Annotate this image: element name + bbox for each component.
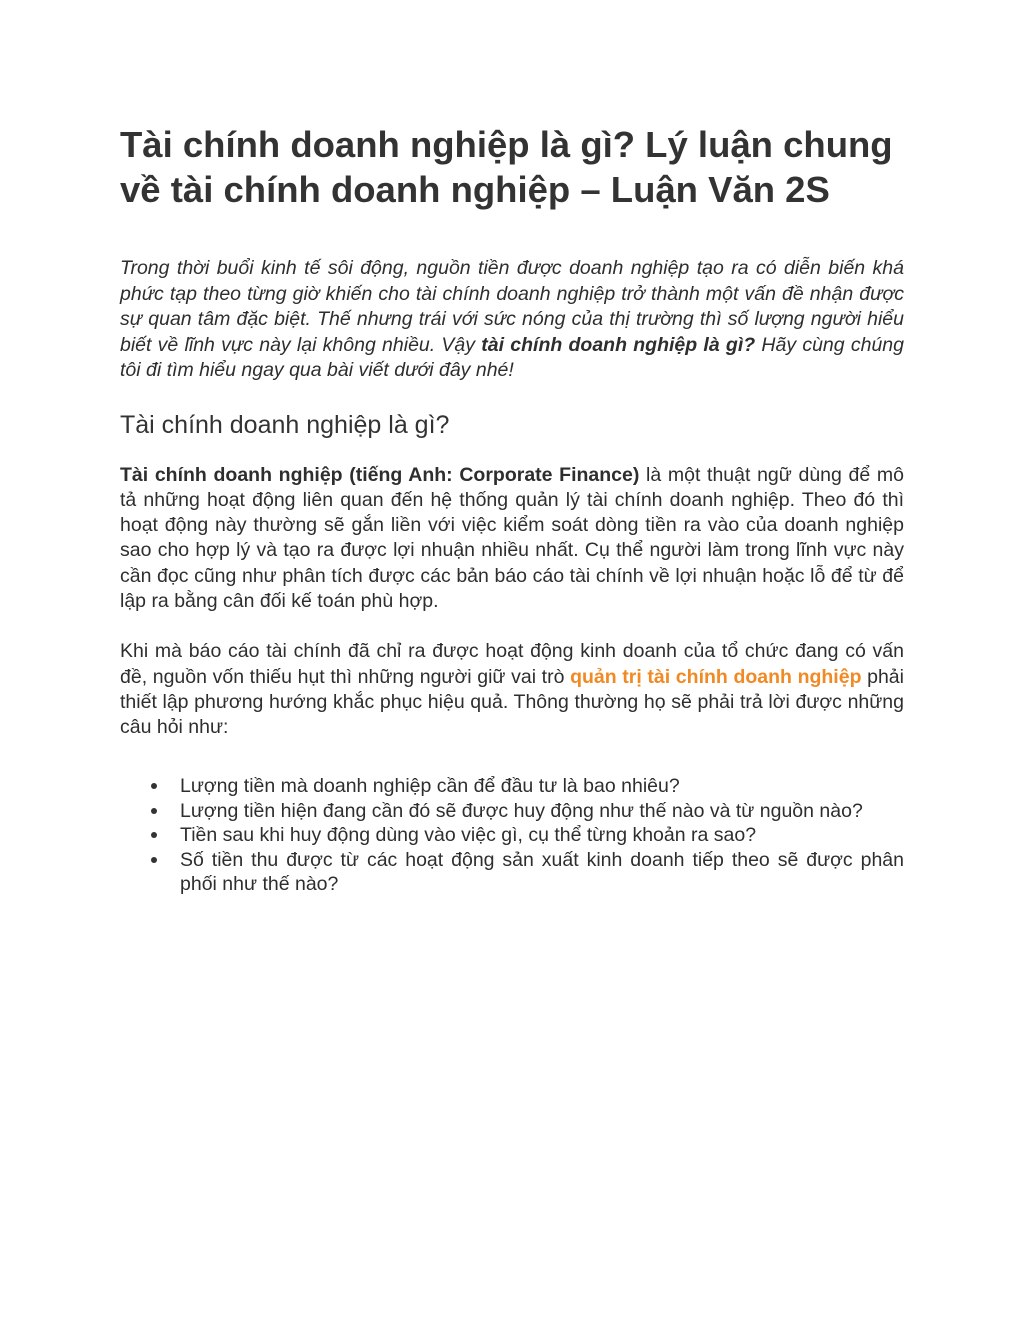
intro-paragraph bbox=[120, 256, 904, 384]
bullet-icon bbox=[151, 783, 157, 789]
bullet-icon bbox=[151, 857, 157, 863]
list-item-text: Tiền sau khi huy động dùng vào việc gì, cụ thể từng khoản ra sao? bbox=[180, 824, 757, 847]
financial-management-link[interactable]: quản trị tài chính doanh nghiệp bbox=[570, 665, 862, 688]
list-item bbox=[180, 848, 904, 897]
definition-paragraph bbox=[120, 463, 904, 615]
list-item-text: Lượng tiền mà doanh nghiệp cần để đầu tư là bao nhiêu? bbox=[180, 775, 680, 798]
list-item bbox=[180, 823, 904, 848]
bullet-icon bbox=[151, 832, 157, 838]
management-text-after: phải thiết lập phương hướng khắc phục hiệu quả. Thông thường họ sẽ phải trả lời được những câu hỏi như: bbox=[120, 665, 904, 739]
definition-term: Tài chính doanh nghiệp (tiếng Anh: Corporate Finance) bbox=[120, 463, 640, 486]
intro-text-before: Trong thời buổi kinh tế sôi động, nguồn tiền được doanh nghiệp tạo ra có diễn biến khá phức tạp theo từng giờ khiến cho tài chính doanh nghiệp trở thành một vấn đề nhận được sự quan tâm đặc biệt. Thế nhưng trái với sức nóng của thị trường thì số lượng người hiểu biết về lĩnh vực này lại không nhiều. Vậy bbox=[120, 257, 904, 356]
intro-bold-question: tài chính doanh nghiệp là gì? bbox=[481, 333, 756, 356]
list-item bbox=[180, 799, 904, 824]
list-item-text: Số tiền thu được từ các hoạt động sản xuất kinh doanh tiếp theo sẽ được phân phối như thế nào? bbox=[180, 848, 904, 896]
list-item bbox=[180, 774, 904, 799]
management-text-before: Khi mà báo cáo tài chính đã chỉ ra được hoạt động kinh doanh của tổ chức đang có vấn đề, nguồn vốn thiếu hụt thì những người giữ vai trò bbox=[120, 640, 904, 688]
section-heading: Tài chính doanh nghiệp là gì? bbox=[120, 410, 450, 439]
management-paragraph bbox=[120, 639, 904, 740]
bullet-icon bbox=[151, 808, 157, 814]
definition-text: là một thuật ngữ dùng để mô tả những hoạt động liên quan đến hệ thống quản lý tài chính doanh nghiệp. Theo đó thì hoạt động này thường sẽ gắn liền với việc kiểm soát dòng tiền ra vào của doanh nghiệp sao cho hợp lý và tạo ra được lợi nhuận nhiều nhất. Cụ thể người làm trong lĩnh vực này cần đọc cũng như phân tích được các bản báo cáo tài chính về lợi nhuận hoặc lỗ để từ để lập ra bằng cân đối kế toán phù hợp. bbox=[120, 463, 904, 612]
page-title: Tài chính doanh nghiệp là gì? Lý luận chung về tài chính doanh nghiệp – Luận Văn 2S bbox=[120, 124, 893, 210]
list-item-text: Lượng tiền hiện đang cần đó sẽ được huy động như thế nào và từ nguồn nào? bbox=[180, 799, 863, 822]
questions-list bbox=[120, 774, 904, 897]
intro-text-after: Hãy cùng chúng tôi đi tìm hiểu ngay qua bài viết dưới đây nhé! bbox=[120, 333, 904, 381]
